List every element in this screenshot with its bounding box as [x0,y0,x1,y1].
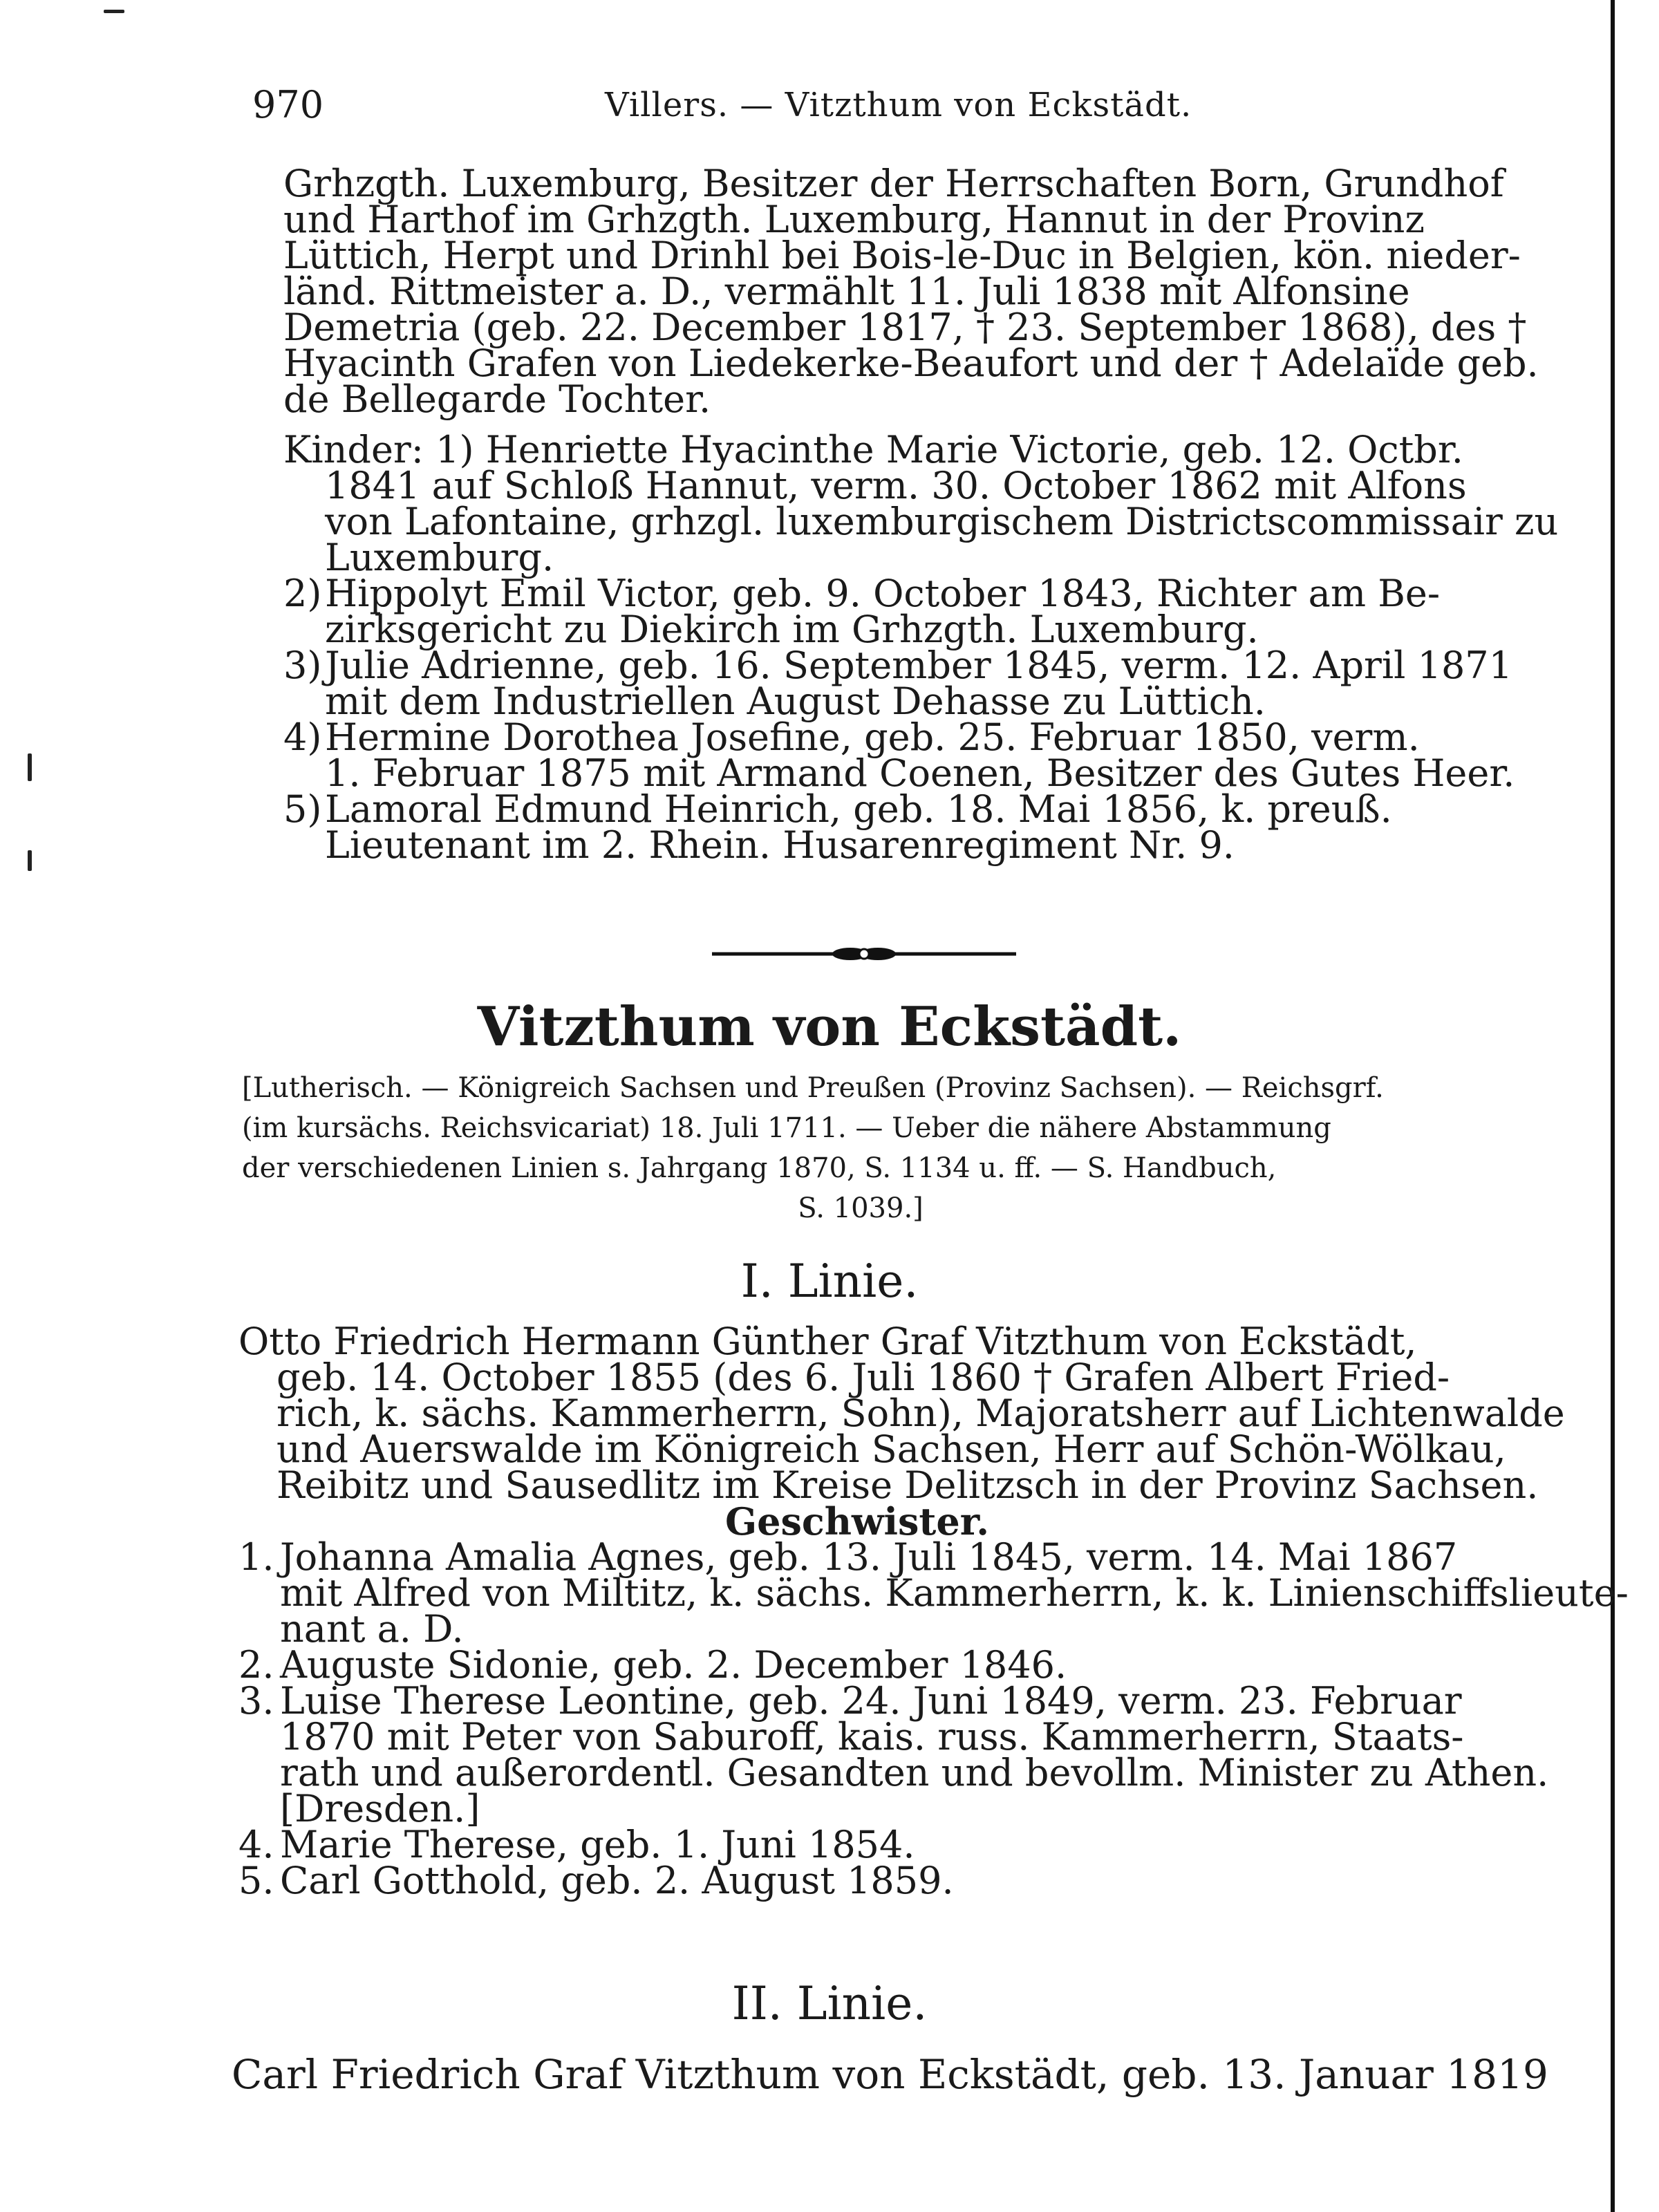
text-line: 1. Februar 1875 mit Armand Coenen, Besitzer des Gutes Heer. [325,751,1515,795]
text-line: Carl Friedrich Graf Vitzthum von Eckstädt, geb. 13. Januar 1819 [232,2051,1548,2098]
text-line: Hermine Dorothea Josefine, geb. 25. Februar 1850, verm. [325,715,1420,759]
text-line: 1841 auf Schloß Hannut, verm. 30. October 1862 mit Alfons [325,464,1467,507]
text-line: [Dresden.] [280,1787,480,1830]
scan-speck [104,10,124,13]
text-line: rich, k. sächs. Kammerherrn, Sohn), Majoratsherr auf Lichtenwalde [276,1391,1565,1435]
line1-entry [238,1320,1629,1902]
sibling-number: 3. [238,1679,274,1723]
siblings-heading: Geschwister. [724,1499,989,1544]
text-line: mit Alfred von Miltitz, k. sächs. Kammerherrn, k. k. Linienschiffslieute- [280,1571,1629,1615]
scan-speck [28,850,32,871]
running-head: Villers. — Vitzthum von Eckstädt. [605,86,1192,124]
text-line: rath und außerordentl. Gesandten und bevollm. Minister zu Athen. [280,1751,1549,1794]
siblings-list [238,1535,1629,1902]
line2-entry [232,2051,1548,2098]
scan-speck [28,753,32,781]
family-note [242,1068,1479,1228]
text-line: Lamoral Edmund Heinrich, geb. 18. Mai 1856, k. preuß. [325,787,1392,831]
text-line: Lüttich, Herpt und Drinhl bei Bois-le-Duc in Belgien, kön. nieder- [283,234,1521,277]
sibling-number: 2. [238,1643,274,1687]
text-line: Marie Therese, geb. 1. Juni 1854. [280,1823,915,1866]
line-heading-2: II. Linie. [731,1977,928,2030]
list-item [238,1823,1629,1866]
text-line: mit dem Industriellen August Dehasse zu Lüttich. [325,679,1266,723]
list-item [283,428,1559,579]
villers-entry [283,162,1539,421]
list-item [238,1679,1629,1830]
children-list [283,428,1559,867]
line-heading-1: I. Linie. [740,1255,919,1308]
page-number: 970 [252,83,324,126]
text-line: Hyacinth Grafen von Liedekerke-Beaufort und der † Adelaïde geb. [283,341,1539,385]
text-line: zirksgericht zu Diekirch im Grhzgth. Luxemburg. [325,608,1259,651]
list-item [283,715,1558,795]
family-title: Vitzthum von Eckstädt. [477,995,1182,1058]
list-item [238,1535,1629,1651]
text-line: Lieutenant im 2. Rhein. Husarenregiment Nr. 9. [325,823,1235,867]
list-item [238,1643,1629,1687]
text-line: [Lutherisch. — Königreich Sachsen und Preußen (Provinz Sachsen). — Reichsgrf. [242,1072,1384,1104]
sibling-number: 1. [238,1535,274,1579]
list-item [283,644,1558,723]
text-line: geb. 14. October 1855 (des 6. Juli 1860 † Grafen Albert Fried- [276,1356,1450,1399]
list-item [238,1859,1629,1902]
list-item [283,572,1558,651]
child-number: 2) [283,572,322,615]
ornament-center [859,949,869,959]
page-header [245,83,1469,138]
text-line: der verschiedenen Linien s. Jahrgang 1870, S. 1134 u. ff. — S. Handbuch, [242,1152,1277,1184]
text-line: und Auerswalde im Königreich Sachsen, Herr auf Schön-Wölkau, [276,1427,1506,1471]
text-line: Luise Therese Leontine, geb. 24. Juni 1849, verm. 23. Februar [280,1679,1462,1723]
text-line: und Harthof im Grhzgth. Luxemburg, Hannut in der Provinz [283,198,1425,241]
section-divider-ornament [712,944,1016,964]
child-number: 5) [283,787,322,831]
text-line: de Bellegarde Tochter. [283,377,711,421]
text-line: Otto Friedrich Hermann Günther Graf Vitzthum von Eckstädt, [238,1320,1417,1363]
child-number: 4) [283,715,322,759]
text-line: Grhzgth. Luxemburg, Besitzer der Herrschaften Born, Grundhof [283,162,1504,205]
text-line: Julie Adrienne, geb. 16. September 1845, verm. 12. April 1871 [325,644,1513,687]
text-line: 1870 mit Peter von Saburoff, kais. russ. Kammerherrn, Staats- [280,1715,1464,1759]
text-line: länd. Rittmeister a. D., vermählt 11. Juli 1838 mit Alfonsine [283,270,1410,313]
text-line: Reibitz und Sausedlitz im Kreise Delitzsch in der Provinz Sachsen. [276,1463,1539,1507]
text-line: Demetria (geb. 22. December 1817, † 23. September 1868), des † [283,306,1527,349]
text-line: S. 1039.] [798,1192,924,1224]
text-line: Carl Gotthold, geb. 2. August 1859. [280,1859,954,1902]
child-number: 3) [283,644,322,687]
text-line: nant a. D. [280,1607,464,1651]
text-line: von Lafontaine, grhzgl. luxemburgischem Districtscommissair zu [325,500,1559,543]
text-line: Luxemburg. [325,536,554,579]
text-line: Hippolyt Emil Victor, geb. 9. October 1843, Richter am Be- [325,572,1441,615]
sibling-number: 4. [238,1823,274,1866]
list-item [283,787,1558,867]
text-line: Auguste Sidonie, geb. 2. December 1846. [280,1643,1067,1687]
child-number: Kinder: 1) [283,428,474,471]
text-line: Henriette Hyacinthe Marie Victorie, geb. 12. Octbr. [485,428,1463,471]
text-line: (im kursächs. Reichsvicariat) 18. Juli 1711. — Ueber die nähere Abstammung [242,1112,1331,1144]
text-line: Johanna Amalia Agnes, geb. 13. Juli 1845, verm. 14. Mai 1867 [280,1535,1458,1579]
sibling-number: 5. [238,1859,274,1902]
